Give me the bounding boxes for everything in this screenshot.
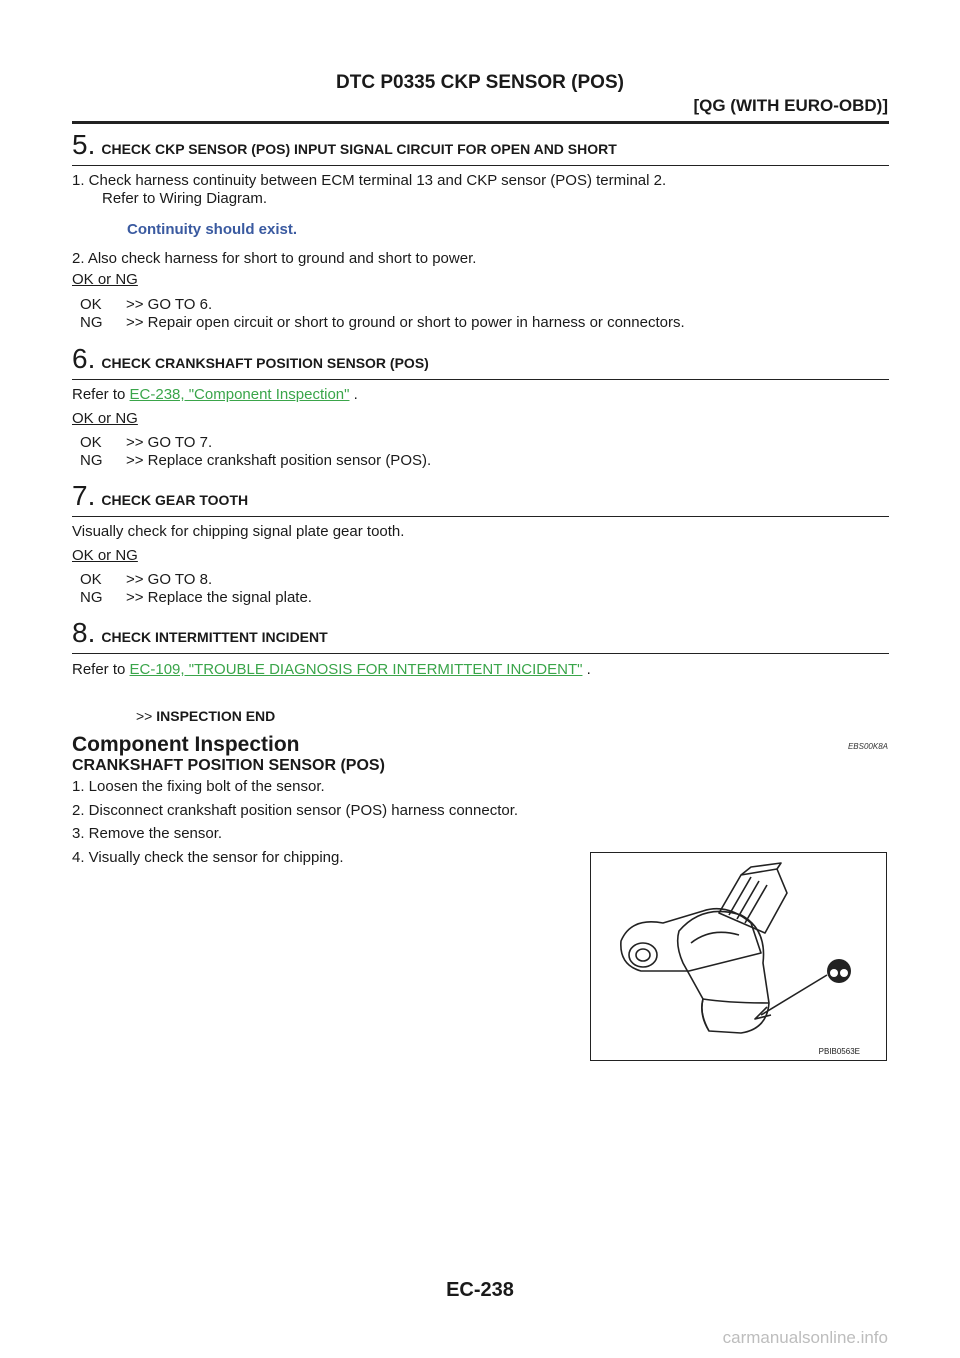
ng-key: NG (80, 314, 103, 331)
ok-key: OK (80, 296, 102, 313)
ng-key: NG (80, 589, 103, 606)
step-7 (72, 482, 889, 517)
intermittent-incident-link[interactable]: EC-109, "TROUBLE DIAGNOSIS FOR INTERMITTENT INCIDENT" (129, 661, 583, 678)
step-number: 8. (72, 617, 96, 648)
step-5-line-2: 2. Also check harness for short to ground and short to power. (72, 250, 477, 267)
section-title: Component Inspection (72, 733, 300, 756)
figure-code: PBIB0563E (818, 1047, 860, 1056)
step-6 (72, 345, 889, 380)
refer-suffix: . (582, 661, 591, 678)
ok-or-ng-label: OK or NG (72, 271, 138, 288)
ok-action: >> GO TO 8. (126, 571, 213, 588)
result-ng (80, 452, 431, 470)
step-number: 7. (72, 480, 96, 511)
page-subtitle: [QG (WITH EURO-OBD)] (693, 96, 888, 115)
ok-action: >> GO TO 7. (126, 434, 213, 451)
inspection-end (136, 707, 275, 725)
step-5 (72, 131, 889, 166)
result-ng (80, 589, 312, 607)
step-7-text: Visually check for chipping signal plate gear tooth. (72, 523, 405, 540)
refer-suffix: . (349, 386, 358, 403)
ng-action: >> Replace the signal plate. (126, 589, 312, 606)
step-7-heading (72, 482, 889, 517)
ng-key: NG (80, 452, 103, 469)
ok-or-ng-label: OK or NG (72, 547, 138, 564)
step-8-heading (72, 619, 889, 654)
inspection-item-4: 4. Visually check the sensor for chipping. (72, 849, 344, 866)
page-number: EC-238 (446, 1279, 514, 1301)
header-rule (72, 121, 889, 124)
section-subtitle: CRANKSHAFT POSITION SENSOR (POS) (72, 757, 385, 774)
step-title: CHECK GEAR TOOTH (101, 492, 249, 508)
step-title: CHECK INTERMITTENT INCIDENT (101, 629, 328, 645)
section-code: EBS00K8A (847, 742, 888, 751)
step-number: 6. (72, 343, 96, 374)
inspection-item-2: 2. Disconnect crankshaft position sensor (POS) harness connector. (72, 802, 519, 819)
ok-action: >> GO TO 6. (126, 296, 213, 313)
step-5-line-1: 1. Check harness continuity between ECM terminal 13 and CKP sensor (POS) terminal 2. (72, 172, 667, 189)
watermark: carmanualsonline.info (722, 1328, 888, 1347)
inspection-item-1: 1. Loosen the fixing bolt of the sensor. (72, 778, 325, 795)
refer-prefix: Refer to (72, 386, 130, 403)
step-6-heading (72, 345, 889, 380)
step-5-heading (72, 131, 889, 166)
step-8-refer (72, 661, 591, 679)
ng-action: >> Repair open circuit or short to ground or short to power in harness or connectors. (126, 314, 685, 331)
page-title: DTC P0335 CKP SENSOR (POS) (336, 72, 624, 93)
spec-note: Continuity should exist. (127, 221, 298, 238)
step-5-line-1b: Refer to Wiring Diagram. (102, 190, 268, 207)
step-8 (72, 619, 889, 654)
component-inspection-link[interactable]: EC-238, "Component Inspection" (129, 386, 350, 403)
result-ng (80, 314, 685, 332)
step-title: CHECK CKP SENSOR (POS) INPUT SIGNAL CIRCUIT FOR OPEN AND SHORT (101, 141, 617, 157)
result-ok (80, 571, 212, 589)
step-number: 5. (72, 129, 96, 160)
ok-key: OK (80, 434, 102, 451)
refer-prefix: Refer to (72, 661, 130, 678)
crankshaft-sensor-illustration (591, 853, 885, 1059)
ok-key: OK (80, 571, 102, 588)
ok-or-ng-label: OK or NG (72, 410, 138, 427)
step-title: CHECK CRANKSHAFT POSITION SENSOR (POS) (101, 355, 429, 371)
step-6-refer (72, 386, 358, 404)
end-text: INSPECTION END (156, 708, 276, 724)
ng-action: >> Replace crankshaft position sensor (POS). (126, 452, 432, 469)
end-arrow: >> (136, 708, 157, 724)
result-ok (80, 434, 212, 452)
sensor-figure (590, 852, 887, 1061)
result-ok (80, 296, 212, 314)
inspection-item-3: 3. Remove the sensor. (72, 825, 223, 842)
